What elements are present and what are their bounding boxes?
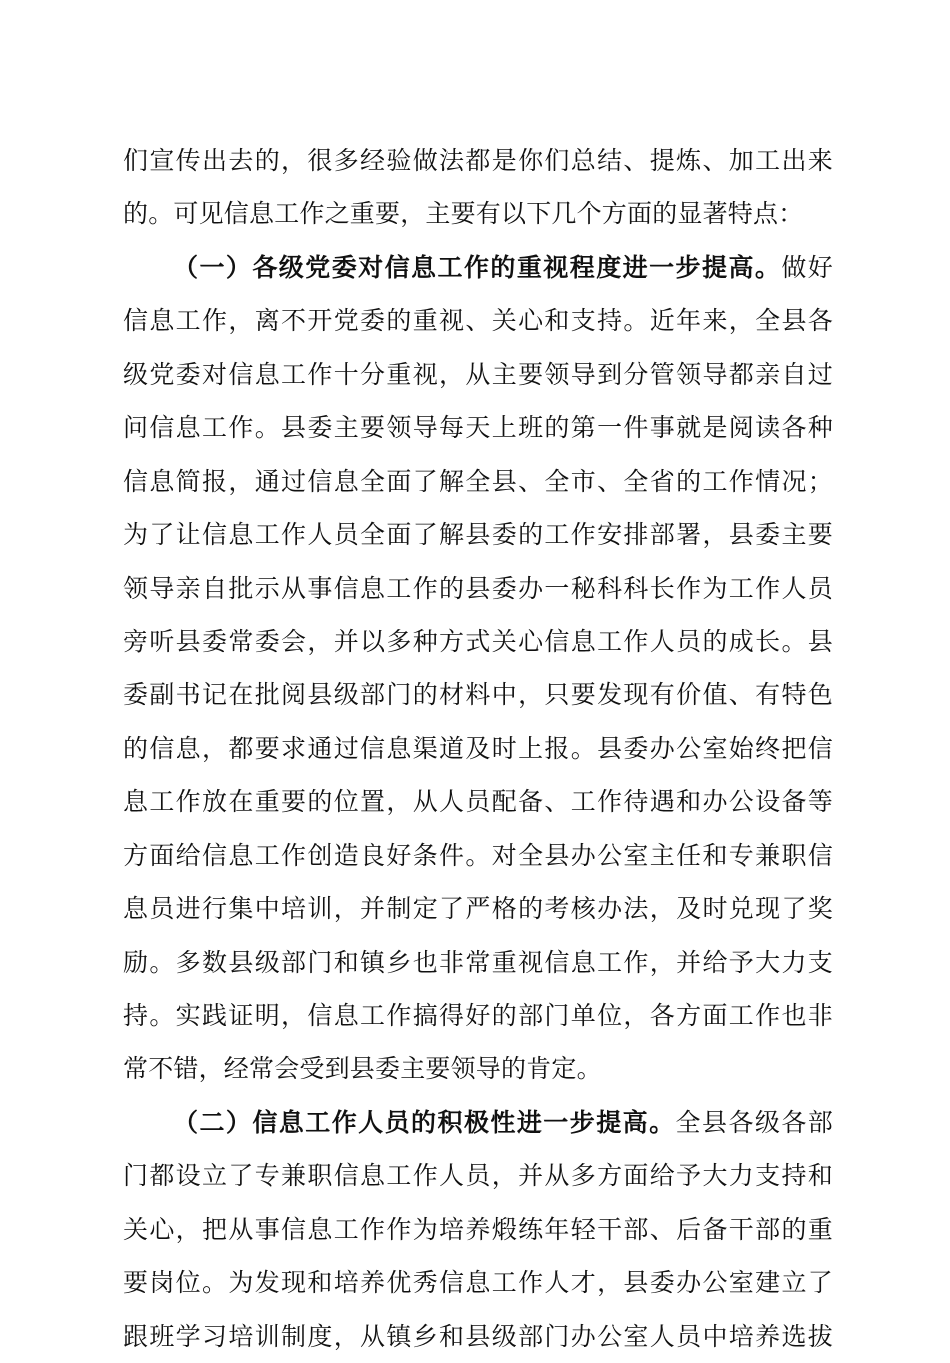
text-line: 要岗位。为发现和培养优秀信息工作人才，县委办公室建立了 (123, 1268, 833, 1298)
text-line: 问信息工作。县委主要领导每天上班的第一件事就是阅读各种 (123, 413, 833, 443)
text-line: 们宣传出去的，很多经验做法都是你们总结、提炼、加工出来 (123, 146, 833, 175)
text-line: 息员进行集中培训，并制定了严格的考核办法，及时兑现了奖 (123, 894, 833, 924)
text-line: 常不错，经常会受到县委主要领导的肯定。 (123, 1054, 602, 1084)
text-line: 信息工作，离不开党委的重视、关心和支持。近年来，全县各 (123, 306, 833, 336)
document-page (123, 134, 833, 1363)
section-1-heading: （一）各级党委对信息工作的重视程度进一步提高。 (173, 252, 782, 282)
text-line: 励。多数县级部门和镇乡也非常重视信息工作，并给予大力支 (123, 947, 833, 977)
text-line: 为了让信息工作人员全面了解县委的工作安排部署，县委主要 (123, 520, 833, 550)
section-2-first-line-text: 全县各级各部 (675, 1107, 833, 1137)
text-line: 方面给信息工作创造良好条件。对全县办公室主任和专兼职信 (123, 840, 833, 870)
text-line: 信息简报，通过信息全面了解全县、全市、全省的工作情况； (123, 466, 833, 496)
text-line: 的。可见信息工作之重要，主要有以下几个方面的显著特点： (123, 199, 804, 229)
text-line: 息工作放在重要的位置，从人员配备、工作待遇和办公设备等 (123, 787, 833, 817)
text-line: 级党委对信息工作十分重视，从主要领导到分管领导都亲自过 (123, 359, 833, 389)
text-line: 跟班学习培训制度，从镇乡和县级部门办公室人员中培养选拔 (123, 1321, 833, 1351)
text-line: 领导亲自批示从事信息工作的县委办一秘科科长作为工作人员 (123, 573, 833, 603)
section-1-first-line (123, 241, 833, 294)
section-2-heading: （二）信息工作人员的积极性进一步提高。 (173, 1107, 676, 1137)
section-2-first-line (123, 1096, 833, 1149)
section-1-first-line-text: 做好 (781, 252, 833, 282)
text-line: 门都设立了专兼职信息工作人员，并从多方面给予大力支持和 (123, 1161, 833, 1191)
text-line: 关心，把从事信息工作作为培养煅练年轻干部、后备干部的重 (123, 1214, 833, 1244)
text-line: 的信息，都要求通过信息渠道及时上报。县委办公室始终把信 (123, 733, 833, 763)
text-line: 旁听县委常委会，并以多种方式关心信息工作人员的成长。县 (123, 626, 833, 656)
text-line: 持。实践证明，信息工作搞得好的部门单位，各方面工作也非 (123, 1001, 833, 1030)
text-line: 委副书记在批阅县级部门的材料中，只要发现有价值、有特色 (123, 680, 833, 710)
